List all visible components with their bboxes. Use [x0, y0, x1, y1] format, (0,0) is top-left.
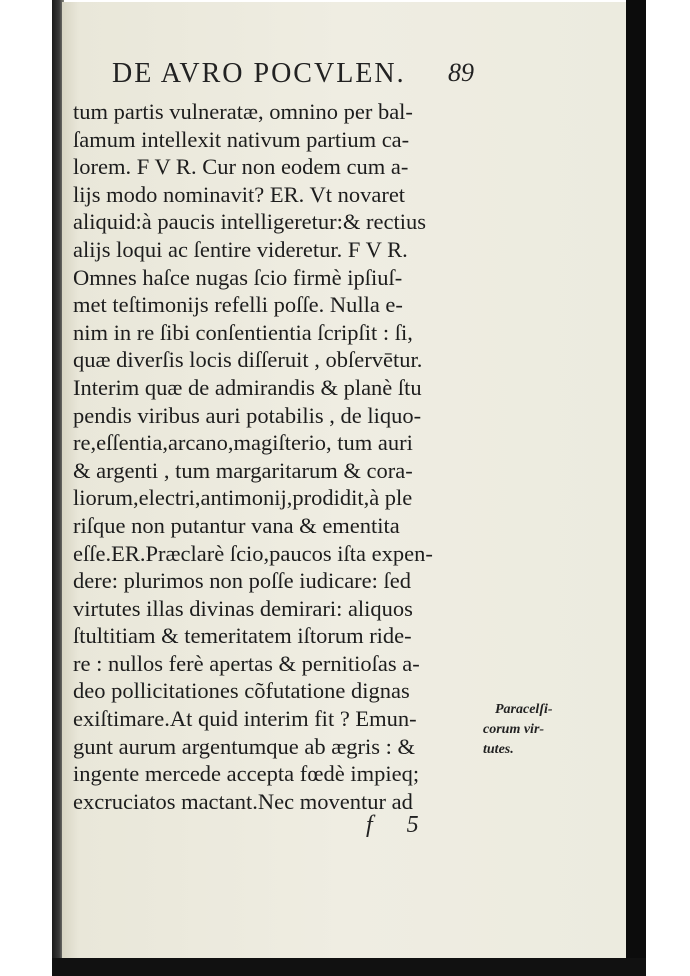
text-line: & argenti , tum margaritarum & cora-	[73, 457, 413, 483]
text-line: eſſe.ER.Præclarè ſcio,paucos iſta expen-	[73, 540, 433, 566]
text-line: Interim quæ de admirandis & planè ſtu	[73, 374, 422, 400]
body-text	[73, 98, 485, 815]
text-line: excruciatos mactant.Nec moventur ad	[73, 788, 413, 814]
text-line: riſque non putantur vana & ementita	[73, 512, 400, 538]
running-head: DE AVRO POCVLEN.	[112, 58, 406, 89]
signature-mark: f 5	[366, 812, 433, 838]
marginal-note-line: Paracelſi-	[495, 702, 553, 717]
text-line: aliquid:à paucis intelligeretur:& rectius	[73, 209, 427, 235]
text-line: re,eſſentia,arcano,magiſterio, tum auri	[73, 430, 413, 456]
text-line: gunt aurum argentumque ab ægris : &	[73, 733, 416, 759]
text-line: deo pollicitationes cõfutatione dignas	[73, 678, 410, 704]
text-line: alijs loqui ac ſentire videretur. F V R.	[73, 236, 408, 262]
scan-border-bottom	[52, 958, 646, 976]
text-line: Omnes haſce nugas ſcio firmè ipſiuſ-	[73, 264, 403, 290]
text-line: met teſtimonijs refelli poſſe. Nulla e-	[73, 292, 403, 318]
text-line: ſamum intellexit nativum partium ca-	[73, 126, 410, 152]
text-line: virtutes illas divinas demirari: aliquos	[73, 595, 413, 621]
marginal-note-line: tutes.	[483, 742, 514, 757]
page-number: 89	[448, 58, 474, 87]
text-line: re : nullos ferè apertas & pernitioſas a-	[73, 650, 420, 676]
text-line: dere: plurimos non poſſe iudicare: ſed	[73, 568, 412, 594]
text-line: quæ diverſis locis diſſeruit , obſervētur.	[73, 347, 423, 373]
text-line: lijs modo nominavit? ER. Vt novaret	[73, 181, 406, 207]
text-line: lorem. F V R. Cur non eodem cum a-	[73, 154, 409, 180]
text-line: exiſtimare.At quid interim fit ? Emun-	[73, 706, 417, 732]
text-line: pendis viribus auri potabilis , de liquo-	[73, 402, 422, 428]
scan-border-right	[626, 0, 646, 976]
text-line: ſtultitiam & temeritatem iſtorum ride-	[73, 623, 412, 649]
marginal-note-line: corum vir-	[483, 722, 545, 737]
marginal-note	[483, 700, 573, 760]
text-line: liorum,electri,antimonij,prodidit,à ple	[73, 485, 413, 511]
text-line: tum partis vulneratæ, omnino per bal-	[73, 99, 413, 124]
text-line: ingente mercede accepta fœdè impieq;	[73, 761, 420, 787]
text-line: nim in re ſibi conſentientia ſcripſit : ſi,	[73, 319, 413, 345]
